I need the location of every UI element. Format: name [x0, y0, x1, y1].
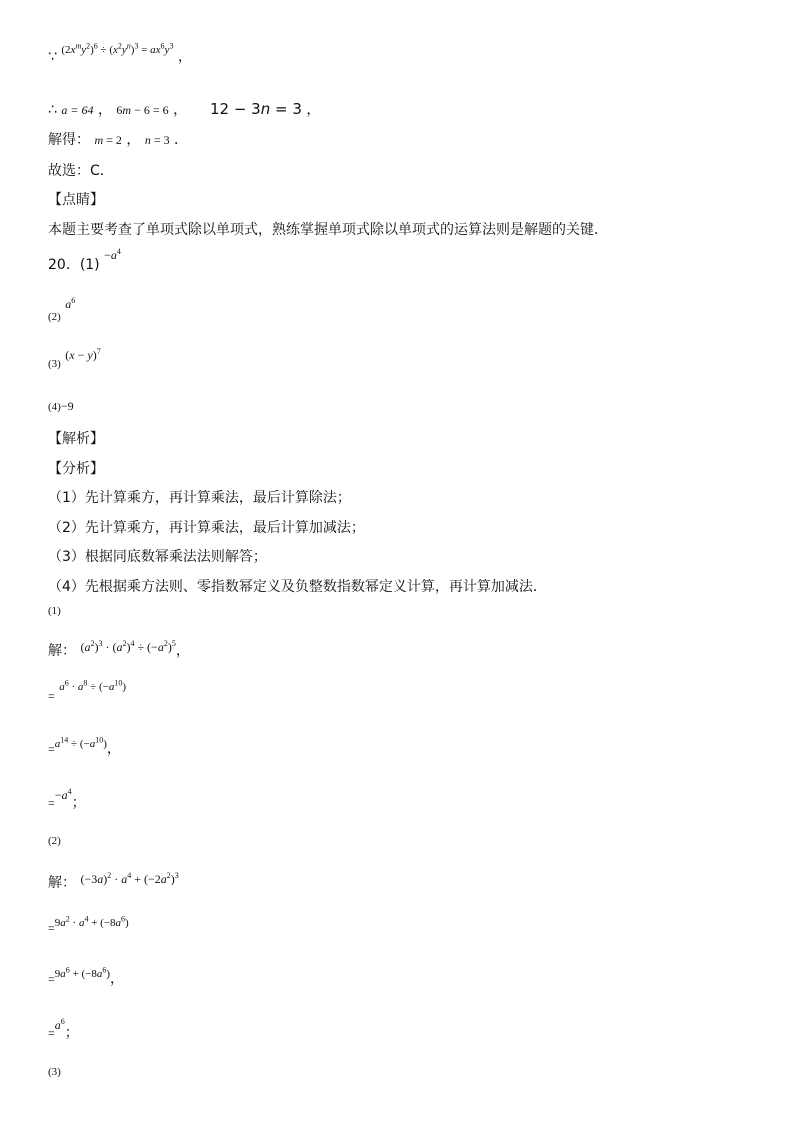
step-2: （2）先计算乘方，再计算乘法，最后计算加减法； [48, 520, 365, 536]
fenxi-tag: 【分析】 [48, 461, 104, 477]
part-3-label: (3) [48, 1066, 61, 1078]
part-2-step-2: =$^{9a^6 + (-8a^6)}$， [48, 965, 125, 987]
answer-4 [48, 398, 74, 414]
expression: $(a^2)^3 \cdot (a^2)^4 \div (-a^2)^5$ [80, 639, 176, 654]
punctuation: ， [173, 102, 188, 118]
step-3: （3）根据同底数幂乘法法则解答； [48, 549, 267, 565]
part-1-step-2: =$^{a^{14} \div (-a^{10})}$， [48, 735, 121, 757]
solution-m: m = 2 [94, 133, 122, 147]
answer-2 [48, 296, 76, 324]
pointer-text: 本题主要考查了单项式除以单项式，熟练掌握单项式除以单项式的运算法则是解题的关键． [48, 222, 608, 238]
punctuation: ， [97, 102, 112, 118]
expression: $-a^4$ [54, 787, 72, 802]
part-1-label: (1) [48, 605, 61, 617]
equation-m: 6m − 6 = 6 [116, 103, 169, 117]
part-1-step-1: = $^{a^6 \cdot a^8 \div (-a^{10})}$ [48, 678, 126, 703]
part-2-problem [48, 872, 179, 892]
expression: $(-3a)^2 \cdot a^4 + (-2a^2)^3$ [80, 871, 179, 886]
math-expression: (2xmy2)6 ÷ (x2yn)3 = ax6y3 [61, 41, 174, 56]
answer-1-value: $-a^4$ [104, 247, 121, 262]
part-1-step-3: $=-a^4$； [48, 787, 86, 811]
punctuation: ， [126, 132, 141, 148]
step-4: （4）先根据乘方法则、零指数幂定义及负整数指数幂定义计算，再计算加减法． [48, 579, 547, 595]
answer-2-value: $a^6$ [65, 296, 76, 311]
expression: 9a6 + (−8a6) [54, 965, 111, 980]
analysis-tag: 【解析】 [48, 431, 104, 447]
part-2-label: (2) [48, 835, 61, 847]
expression: $a^6$ [54, 1017, 65, 1032]
part-2-step-3: $=a^6$； [48, 1017, 79, 1041]
answer-3-value: $(x - y)^7$ [65, 347, 101, 362]
solve-prefix: 解： [48, 643, 76, 659]
line-because [48, 41, 192, 66]
because-symbol: ∵ [48, 49, 57, 65]
step-1: （1）先计算乘方，再计算乘法，最后计算除法； [48, 490, 351, 506]
therefore-symbol: ∴ [48, 102, 57, 118]
solve-label: 解得： [48, 132, 90, 148]
answer-4-value: −9 [60, 399, 74, 413]
punctuation: ， [306, 102, 321, 118]
answer-label: (2) [48, 311, 61, 323]
answer-label: (3) [48, 358, 61, 370]
pointer-tag: 【点睛】 [48, 192, 104, 208]
question-20-answer-1 [48, 247, 121, 274]
solution-n: n = 3 [144, 133, 170, 147]
question-number: 20．(1) [48, 257, 100, 273]
punctuation: ， [177, 49, 192, 65]
expression: 9a2 · a4 + (−8a6) [54, 914, 129, 929]
part-2-step-1: =$^{9a^2 \cdot a^4 + (-8a^6)}$ [48, 914, 129, 935]
part-1-problem: 解： $(a^2)^3 \cdot (a^2)^4 \div (-a^2)^5$， [48, 639, 190, 659]
answer-label: (4) [48, 401, 61, 413]
line-therefore [48, 99, 320, 119]
expression: a6 · a8 ÷ (−a10) [59, 678, 126, 693]
expression: a14 ÷ (−a10) [54, 735, 107, 750]
answer-3 [48, 347, 101, 371]
equation-n: 12 − 3n = 3 [209, 100, 302, 118]
solve-prefix: 解： [48, 875, 76, 891]
punctuation: ． [174, 132, 189, 148]
choice-line: 故选：C． [48, 163, 114, 179]
equation-a: a = 64 [61, 103, 94, 117]
line-solution [48, 129, 188, 149]
